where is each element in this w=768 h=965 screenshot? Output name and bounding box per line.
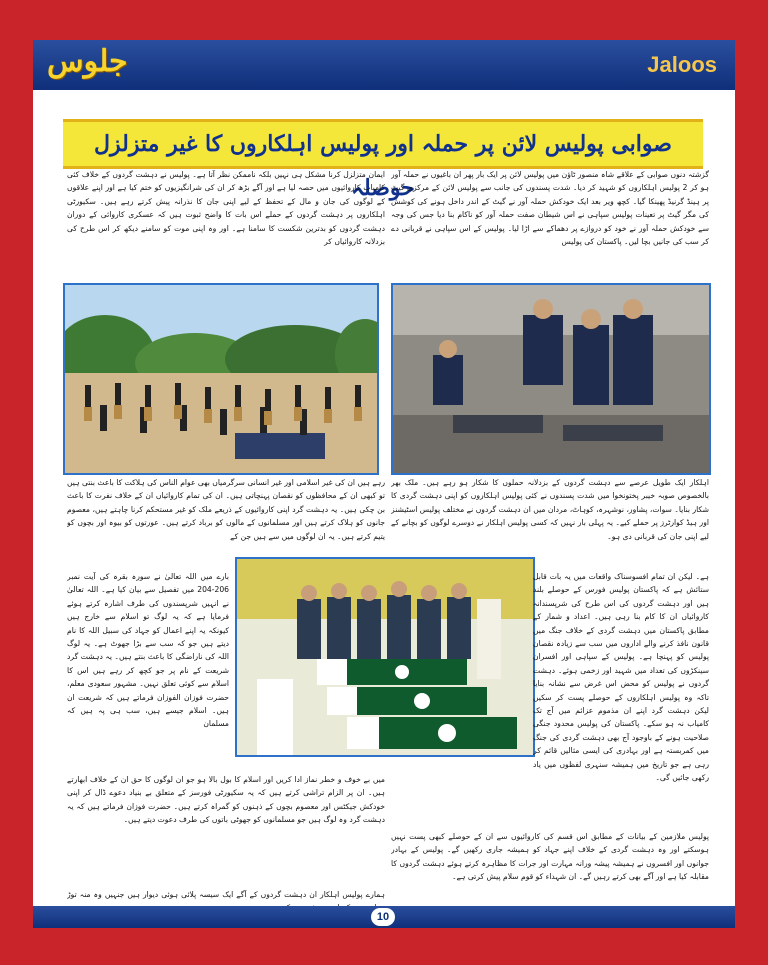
article-column-right-mid: اہلکار ایک طویل عرصے سے دہشت گردوں کے بزدلانہ حملوں کا شکار ہو رہے ہیں۔ ملک بھر بالخصوص صوبہ خیبر پختونخوا میں شدت پسندوں نے کئی پولیس اہلکاروں کو اپنی دہشت گردی کا شکار بنایا۔ سوات، پشاور، نوشہرہ، کوہاٹ، مردان میں ان دہشت گردوں نے مختلف پولیس اسٹیشنز اور ہیڈ کوارٹرز پر حملے کیے۔ یہ پہلی بار نہیں کہ کسی پولیس اہلکار نے دوسرے لوگوں کو بچانے کے لیے اپنی جان کی قربانی دی ہو۔ <box>391 478 709 541</box>
funeral-ceremony-illustration <box>237 559 533 755</box>
article-column-left-lower: بارے میں اللہ تعالیٰ نے سورہ بقرہ کی آیت نمبر 206-204 میں تفصیل سے بیان کیا ہے۔ اللہ تعالیٰ نے انہیں شرپسندوں کی طرف اشارہ کرتے ہوئے فرمایا ہے کہ یہ لوگ تو اسلام سے خارج ہیں کیونکہ یہ اپنے اعمال کو جہاد کی سبیل اللہ کا نام دیتے ہیں جو کہ سب سے بڑا جھوٹ ہے۔ یہ لوگ اللہ کی ناراضگی کا باعث بنتے ہیں۔ یہ دہشت گرد شریعت کے نام پر جو کچھ کر رہے ہیں اس کا اسلام سے کوئی تعلق نہیں۔ مشہور سعودی معلم، حضرت فوزان الفوزان فرماتے ہیں کہ شریعت ان ہیں۔ اسلام جیسے ہیں، سب ہی پہ ہیں کہ مسلمان <box>67 572 229 729</box>
article-column-left-bottom: میں بے خوف و خطر نماز ادا کریں اور اسلام کا بول بالا ہو جو ان لوگوں کا حق ان کے خلاف ابھارتے ہیں۔ ان پر الزام تراشی کرتے ہیں کہ یہ سکیورٹی فورسز کے متعلق بے بنیاد دعوے ڈال کر اپنی خودکش جیکٹس اور معصوم بچوں کے ذہنوں کو گمراہ کرتے ہیں۔ حضرت فوزان فرماتے ہیں کہ یہ دہشت گرد وہ لوگ ہیں جو مسلمانوں کو جھوٹی باتوں کی طرف دعوت دیتے ہیں۔ <box>67 775 385 825</box>
police-training-illustration <box>65 285 377 473</box>
article-column-left-mid: رہے ہیں ان کی غیر اسلامی اور غیر انسانی سرگرمیاں بھی عوام الناس کی ہلاکت کا باعث بنتی ہیں تو کبھی ان کے محافظوں کو نقصان پہنچاتی ہیں۔ ان کی تمام کاروائیاں ان کے خلاف نفرت کا باعث بن چکی ہیں۔ یہ دہشت گرد اپنی کاروائیوں کے ذریعے ملک کو غیر مستحکم کرنا چاہتے ہیں، معصوم جانوں کو ہلاک کرتے ہیں اور مسلمانوں کے مالوں کو برباد کرتے ہیں۔ عورتوں کو بیوہ اور بچوں کو یتیم کرتے ہیں۔ یہ ان لوگوں میں سے ہیں جن کے <box>67 478 385 541</box>
magazine-logo-english: Jaloos <box>647 52 717 77</box>
article-column-left-top: ایمان متزلزل کرنا مشکل ہی نہیں بلکہ ناممکن نظر آتا ہے۔ پولیس نے دہشت گردوں کے خلاف کئی کامیاب کاروائیوں میں حصہ لیا ہے اور آگے بڑھ کر ان کی شرانگیزیوں کو ختم کیا ہے اور اپنے علاقوں کے لوگوں کی جان و مال کے تحفظ کے لیے اپنی جان کا نذرانہ پیش کرتے رہے ہیں۔ سکیورٹی اہلکاروں پر دہشت گردوں کے حملے اس بات کا واضح ثبوت ہیں کہ عسکری کاروائی کے دوران دہشت گردوں کو بدترین شکست کا سامنا ہے۔ اور وہ اپنی موت کو سامنے دیکھ کر اس طرح کی بزدلانہ کاروائیاں کر <box>67 170 385 247</box>
article-column-right-lower: ہے۔ لیکن ان تمام افسوسناک واقعات میں یہ بات قابل ستائش ہے کہ پاکستان پولیس فورس کے حوصلے بلند ہیں اور دہشت گردوں کی اس طرح کی شرپسندانہ کاروائیاں ان کا کام بنا رہی ہیں۔ اعداد و شمار کے مطابق پاکستان میں دہشت گردی کے خلاف جنگ میں قانون نافذ کرنے والے اداروں میں سب سے زیادہ نقصان پولیس کو پہنچا ہے۔ پولیس کے سپاہی اور افسران سینکڑوں کی تعداد میں شہید اور زخمی ہوئے۔ دہشت گردوں نے پولیس کو محض اس غرض سے نشانہ بنایا تاکہ وہ پولیس اہلکاروں کے حوصلے پست کر سکیں لیکن دہشت گرد اپنے ان مذموم عزائم میں آج تک کامیاب نہ ہو سکے۔ پاکستان کی پولیس محدود جنگی صلاحیت ہونے کے باوجود آج بھی دہشت گردی کی جنگ میں کمربستہ ہے اور بہادری کی ایسی مثالیں قائم کر رہی ہے جو تاریخ میں ہمیشہ سنہری لفظوں میں یاد رکھی جائیں گی۔ <box>533 572 709 783</box>
page-number: 10 <box>371 908 395 926</box>
footer-bar <box>33 906 735 928</box>
article-column-right-top: گزشتہ دنوں صوابی کے علاقے شاہ منصور ٹاؤن میں پولیس لائن پر ایک بار پھر ان باغیوں نے حملہ آور ہو کر 2 پولیس اہلکاروں کو شہید کر دیا۔ شدت پسندوں کی جانب سے پولیس لائن کے مرکزی گیٹ پر ہینڈ گرنیڈ پھینکا گیا۔ کچھ ویر بعد ایک خودکش حملہ آور نے گیٹ کے اندر داخل ہونے کی کوشش کی مگر گیٹ پر تعینات پولیس سپاہی نے اس شیطان صفت حملہ آور کو ناکام بنا دیا جس کی وجہ سے خودکش حملہ آور نے خود کو دروازے پر دھماکے سے اڑا لیا۔ پولیس کے اس سپاہی نے قربانی دے کر سب کی جانیں بچا لیں۔ پاکستان کی پولیس <box>391 170 709 247</box>
photo-attack-aftermath <box>391 283 711 475</box>
magazine-page <box>33 40 735 928</box>
photo-police-training <box>63 283 379 475</box>
article-column-closing: ہمارے پولیس اہلکار ان دہشت گردوں کے آگے ایک سیسہ پلائی ہوئی دیوار ہیں جنہیں وہ منہ توڑ <box>67 890 385 899</box>
header-bar <box>33 40 735 90</box>
magazine-logo-urdu: جلوس <box>47 44 128 79</box>
article-headline: صوابی پولیس لائن پر حملہ اور پولیس اہلکاروں کا غیر متزلزل حوصلہ <box>63 119 703 169</box>
attack-aftermath-illustration <box>393 285 709 473</box>
photo-funeral-ceremony <box>235 557 535 757</box>
article-column-right-bottom: پولیس ملازمین کے بیانات کے مطابق اس قسم کی کاروائیوں سے ان کے حوصلے کبھی پست نہیں ہوسکتے اور وہ دہشت گردی کے خلاف اپنے جہاد کو ہمیشہ جاری رکھیں گے۔ پولیس کے بہادر جوانوں اور افسروں نے ہمیشہ پیشہ ورانہ مہارت اور جرات کا مظاہرہ کرتے ہوئے دہشت گردوں کا مقابلہ کیا ہے اور آگے بھی کرتے رہیں گے۔ ان شہداء کو قوم سلام پیش کرتی ہے۔ <box>391 832 709 882</box>
